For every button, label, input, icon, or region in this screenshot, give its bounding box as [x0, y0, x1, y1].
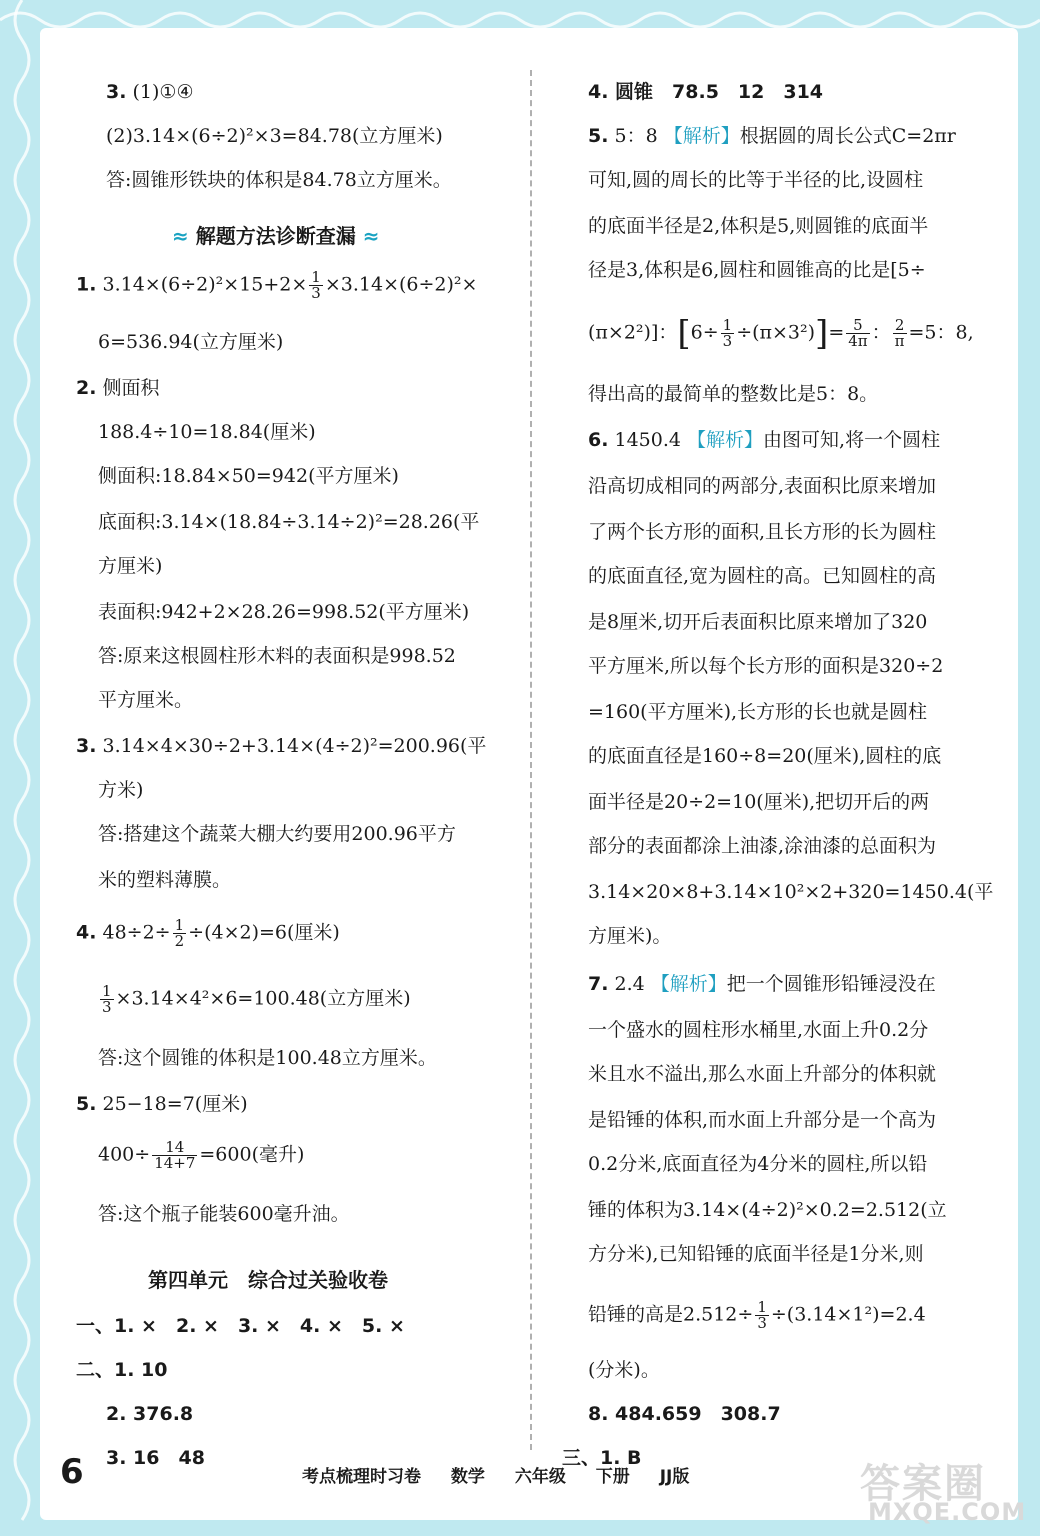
q2-line5: 表面积:942+2×28.26=998.52(平方厘米) [98, 601, 470, 623]
q4-line1: 4. 48÷2÷ $\frac{1}{2}$ ÷(4×2)=6(厘米) [76, 916, 340, 950]
r4-line: 4. 圆锥 78.5 12 314 [588, 81, 824, 103]
item-3-part1: 3. (1)①④ [106, 81, 194, 103]
section-one-answers: 一、1. × 2. × 3. × 4. × 5. × [76, 1315, 405, 1337]
item-3-answer: 答:圆锥形铁块的体积是84.78立方厘米。 [106, 169, 452, 191]
q4-answer: 答:这个圆锥的体积是100.48立方厘米。 [98, 1047, 437, 1069]
r7-line3: 米且水不溢出,那么水面上升部分的体积就 [588, 1063, 937, 1085]
wave-icon: ≈ [362, 224, 380, 248]
q3-line1: 3. 3.14×4×30÷2+3.14×(4÷2)²=200.96(平 [76, 735, 487, 757]
unit-title: 第四单元 综合过关验收卷 [148, 1268, 388, 1292]
r6-line9: 面半径是20÷2=10(厘米),把切开后的两 [588, 791, 930, 813]
r5-line1: 5. 5：8 【解析】根据圆的周长公式C=2πr [588, 125, 956, 147]
book-title: 考点梳理时习卷 [302, 1467, 421, 1487]
fraction: $\frac{5}{4\pi}$ [848, 316, 868, 350]
r6-line5: 是8厘米,切开后表面积比原来增加了320 [588, 611, 928, 633]
r7-line9: (分米)。 [588, 1359, 660, 1381]
fraction: $\frac{1}{3}$ [722, 316, 733, 350]
fraction: $\frac{1}{3}$ [757, 1298, 767, 1332]
r6-line2: 沿高切成相同的两部分,表面积比原来增加 [588, 475, 937, 497]
r7-line1: 7. 2.4 【解析】把一个圆锥形铅锤浸没在 [588, 973, 936, 995]
footer-info [302, 1462, 713, 1487]
q2-line3: 底面积:3.14×(18.84÷3.14÷2)²=28.26(平 [98, 511, 480, 533]
analysis-tag: 【解析】 [650, 973, 727, 995]
fraction: $\frac{14}{14+7}$ [154, 1138, 196, 1172]
watermark-logo: 答案圈 MXQE.COM [860, 1461, 1027, 1526]
r6-line10: 部分的表面都涂上油漆,涂油漆的总面积为 [588, 835, 937, 857]
r6-line8: 的底面直径是160÷8=20(厘米),圆柱的底 [588, 745, 942, 767]
q5-line1: 5. 25−18=7(厘米) [76, 1093, 248, 1115]
q3-line3: 答:搭建这个蔬菜大棚大约要用200.96平方 [98, 823, 456, 845]
analysis-tag: 【解析】 [687, 429, 764, 451]
q5-line2: 400÷ $\frac{14}{14+7}$ =600(毫升) [98, 1138, 305, 1172]
q2-line4: 方厘米) [98, 555, 163, 577]
section-two-item1: 二、1. 10 [76, 1359, 168, 1381]
r7-line6: 锤的体积为3.14×(4÷2)²×0.2=2.512(立 [588, 1199, 947, 1221]
r6-line1: 6. 1450.4 【解析】由图可知,将一个圆柱 [588, 429, 941, 451]
item-3-part2: (2)3.14×(6÷2)²×3=84.78(立方厘米) [106, 125, 443, 147]
page-number: 6 [60, 1452, 84, 1492]
column-divider [530, 70, 532, 1450]
q2-line7: 平方厘米。 [98, 689, 194, 711]
r5-line3: 的底面半径是2,体积是5,则圆锥的底面半 [588, 215, 929, 237]
fraction: $\frac{1}{3}$ [311, 268, 321, 302]
r5-formula: (π×2²)]：[6÷ $\frac{1}{3}$ ÷(π×3²)]= $\frac{5}{4\pi}$ ： $\frac{2}{\pi}$ =5：8, [588, 313, 974, 354]
analysis-tag: 【解析】 [663, 125, 740, 147]
r5-line2: 可知,圆的周长的比等于半径的比,设圆柱 [588, 169, 924, 191]
q5-answer: 答:这个瓶子能装600毫升油。 [98, 1203, 350, 1225]
r7-line2: 一个盛水的圆柱形水桶里,水面上升0.2分 [588, 1019, 929, 1041]
r6-line12: 方厘米)。 [588, 925, 672, 947]
r6-line7: =160(平方厘米),长方形的长也就是圆柱 [588, 701, 928, 723]
r6-line4: 的底面直径,宽为圆柱的高。已知圆柱的高 [588, 565, 937, 587]
q3-line2: 方米) [98, 779, 144, 801]
q1-line1: 1. 3.14×(6÷2)²×15+2× $\frac{1}{3}$ ×3.14×(6÷2)²× [76, 268, 478, 302]
r8-line: 8. 484.659 308.7 [588, 1403, 781, 1425]
section-two-item3: 3. 16 48 [106, 1447, 205, 1469]
r6-line3: 了两个长方形的面积,且长方形的长为圆柱 [588, 521, 937, 543]
r5-line4: 径是3,体积是6,圆柱和圆锥高的比是[5÷ [588, 259, 926, 281]
q1-line2: 6=536.94(立方厘米) [98, 331, 284, 353]
fraction: $\frac{1}{2}$ [174, 916, 185, 950]
page-frame [40, 28, 1018, 1520]
r7-line5: 0.2分米,底面直径为4分米的圆柱,所以铅 [588, 1153, 928, 1175]
q2-title: 2. 侧面积 [76, 377, 160, 399]
q2-line2: 侧面积:18.84×50=942(平方厘米) [98, 465, 399, 487]
r7-line8: 铅锤的高是2.512÷ $\frac{1}{3}$ ÷(3.14×1²)=2.4 [588, 1298, 926, 1332]
r5-line6: 得出高的最简单的整数比是5：8。 [588, 383, 879, 405]
q4-line2: $\frac{1}{3}$ ×3.14×4²×6=100.48(立方厘米) [102, 982, 411, 1016]
fraction: $\frac{1}{3}$ [102, 982, 112, 1016]
section-two-item2: 2. 376.8 [106, 1403, 194, 1425]
subject: 数学 [450, 1467, 485, 1487]
q2-line1: 188.4÷10=18.84(厘米) [98, 421, 316, 443]
wave-icon: ≈ [172, 224, 189, 248]
r7-line4: 是铅锤的体积,而水面上升部分是一个高为 [588, 1109, 937, 1131]
r6-line11: 3.14×20×8+3.14×10²×2+320=1450.4(平 [588, 881, 994, 903]
grade: 六年级 [514, 1467, 566, 1487]
q3-line4: 米的塑料薄膜。 [98, 869, 232, 891]
r6-line6: 平方厘米,所以每个长方形的面积是320÷2 [588, 655, 944, 677]
r7-line7: 方分米),已知铅锤的底面半径是1分米,则 [588, 1243, 924, 1265]
q2-line6: 答:原来这根圆柱形木料的表面积是998.52 [98, 645, 456, 667]
section-three-item1: 三、1. B [562, 1447, 642, 1469]
section-title: ≈ 解题方法诊断查漏 ≈ [172, 224, 380, 248]
fraction: $\frac{2}{\pi}$ [894, 316, 905, 350]
volume: 下册 [595, 1467, 630, 1487]
edition: JJ版 [659, 1467, 690, 1487]
